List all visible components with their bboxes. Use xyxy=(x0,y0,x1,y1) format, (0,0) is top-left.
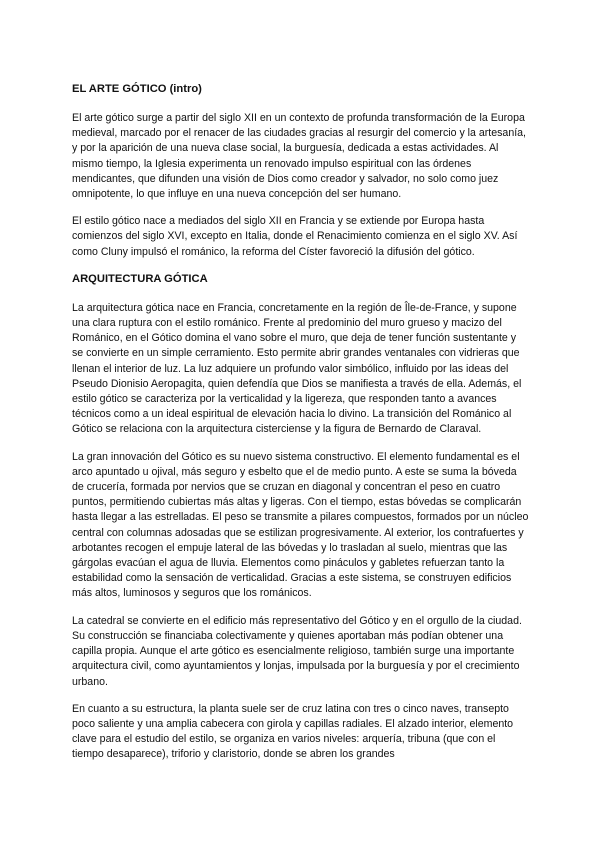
arch-paragraph-2: La gran innovación del Gótico es su nuevo sistema constructivo. El elemento fundamental es el arco apuntado u ojival, más seguro y esbelto que el de medio punto. A este se suma la bóveda de crucería, formada por nervios que se cruzan en diagonal y concentran el peso en cuatro puntos, permitiendo cubiertas más altas y ligeras. Con el tiempo, estas bóvedas se complicarán hasta llegar a las estrelladas. El peso se transmite a pilares compuestos, formados por un núcleo central con columnas adosadas que se estilizan progresivamente. Al exterior, los contrafuertes y arbotantes recogen el empuje lateral de las bóvedas y lo trasladan al suelo, mientras que las gárgolas evacúan el agua de lluvia. Elementos como pináculos y gabletes refuerzan tanto la estabilidad como la sensación de verticalidad. Gracias a este sistema, se construyen edificios más altos, luminosos y seguros que los románicos. xyxy=(72,450,529,600)
arch-paragraph-3: La catedral se convierte en el edificio más representativo del Gótico y en el orgullo de la ciudad. Su construcción se financiaba colectivamente y quienes aportaban más podían obtener una capilla propia. Aunque el arte gótico es esencialmente religioso, también surge una importante arquitectura civil, como ayuntamientos y lonjas, impulsada por la burguesía y por el crecimiento urbano. xyxy=(72,614,522,688)
arch-paragraph-1: La arquitectura gótica nace en Francia, concretamente en la región de Île-de-France, y supone una clara ruptura con el estilo románico. Frente al predominio del muro grueso y macizo del Románico, en el Gótico domina el vano sobre el muro, que deja de tener función sustentante y se convierte en un simple cerramiento. Esto permite abrir grandes ventanales con vidrieras que llenan el interior de luz. La luz adquiere un profundo valor simbólico, influido por las ideas del Pseudo Dionisio Aeropagita, quien defendía que Dios se manifiesta a través de ella. Además, el estilo gótico se caracteriza por la verticalidad y la ligereza, que responden tanto a avances técnicos como a un ideal espiritual de elevación hacia lo divino. La transición del Románico al Gótico se relaciona con la arquitectura cisterciense y la figura de Bernardo de Claraval. xyxy=(72,301,522,436)
intro-paragraph-2: El estilo gótico nace a mediados del siglo XII en Francia y se extiende por Europa hasta comienzos del siglo XVI, excepto en Italia, donde el Renacimiento comienza en el siglo XV. Así como Cluny impulsó el románico, la reforma del Císter favoreció la difusión del gótico. xyxy=(72,215,518,258)
intro-paragraph-1: El arte gótico surge a partir del siglo XII en un contexto de profunda transformación de la Europa medieval, marcado por el renacer de las ciudades gracias al resurgir del comercio y la artesanía, y por la aparición de una nueva clase social, la burguesía, dedicada a estas actividades. Al mismo tiempo, la Iglesia experimenta un renovado impulso espiritual con las órdenes mendicantes, que difunden una visión de Dios como creador y salvador, no solo como juez omnipotente, lo que influye en una nueva concepción del ser humano. xyxy=(72,112,526,201)
document-content xyxy=(72,82,530,775)
arch-paragraph-4: En cuanto a su estructura, la planta suele ser de cruz latina con tres o cinco naves, transepto poco saliente y una amplia cabecera con girola y capillas radiales. El alzado interior, elemento clave para el estudio del estilo, se organiza en varios niveles: arquería, tribuna (que con el tiempo desaparece), triforio y claristorio, donde se abren los grandes xyxy=(72,702,514,761)
section-title-arquitectura: ARQUITECTURA GÓTICA xyxy=(72,272,208,285)
section-title-arte-gotico: EL ARTE GÓTICO (intro) xyxy=(72,83,202,95)
